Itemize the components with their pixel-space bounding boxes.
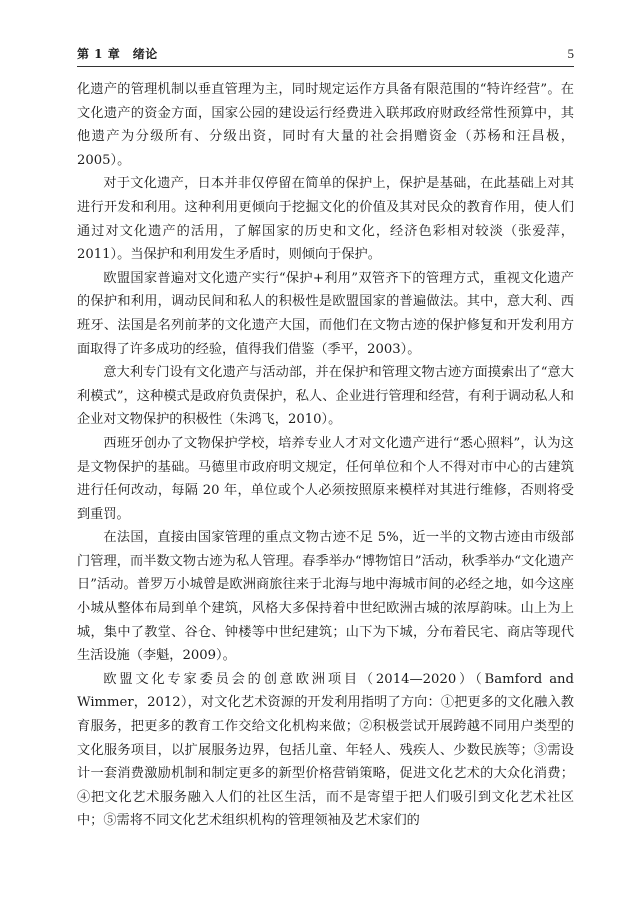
paragraph-creative-europe: 欧盟文化专家委员会的创意欧洲项目（2014—2020）（Bamford and Wimmer，2012），对文化艺术资源的开发利用指明了方向：①把更多的文化融入教育服务，把更多的教育工作交给文化机构来做；②积极尝试开展跨越不同用户类型的文化服务项目，以扩展服务边界，包括儿童、年轻人、残疾人、少数民族等；③需设计一套消费激励机制和制定更多的新型价格营销策略，促进文化艺术的大众化消费；④把文化艺术服务融入人们的社区生活，而不是寄望于把人们吸引到文化艺术社区中；⑤需将不同文化艺术组织机构的管理领袖及艺术家们的 [77,671,574,829]
page-number: 5 [567,46,574,61]
header-divider [77,66,574,67]
body-text [77,78,574,833]
paragraph-france: 在法国，直接由国家管理的重点文物古迹不足 5%，近一半的文物古迹由市级部门管理，而半数文物古迹为私人管理。春季举办“博物馆日”活动，秋季举办“文化遗产日”活动。普罗万小城曾是欧洲商旅往来于北海与地中海城市间的必经之地，如今这座小城从整体布局到单个建筑，风格大多保持着中世纪欧洲古城的浓厚韵味。山上为上城，集中了教堂、谷仓、钟楼等中世纪建筑；山下为下城，分布着民宅、商店等现代生活设施（李魁，2009）。 [77,530,574,664]
paragraph-italy: 意大利专门设有文化遗产与活动部，并在保护和管理文物古迹方面摸索出了“意大利模式”，这种模式是政府负责保护，私人、企业进行管理和经营，有利于调动私人和企业对文物保护的积极性（朱鸿飞，2010）。 [77,365,574,428]
paragraph-eu: 欧盟国家普遍对文化遗产实行“保护+利用”双管齐下的管理方式，重视文化遗产的保护和利用，调动民间和私人的积极性是欧盟国家的普遍做法。其中，意大利、西班牙、法国是名列前茅的文化遗产大国，而他们在文物古迹的保护修复和开发利用方面取得了许多成功的经验，值得我们借鉴（季平，2003）。 [77,270,574,357]
paragraph-japan: 对于文化遗产，日本并非仅停留在简单的保护上，保护是基础，在此基础上对其进行开发和利用。这种利用更倾向于挖掘文化的价值及其对民众的教育作用，使人们通过对文化遗产的活用，了解国家的历史和文化，经济色彩相对较淡（张爱萍，2011）。当保护和利用发生矛盾时，则倾向于保护。 [77,176,574,263]
paragraph-continued: 化遗产的管理机制以垂直管理为主，同时规定运作方具备有限范围的“特许经营”。在文化遗产的资金方面，国家公园的建设运行经费进入联邦政府财政经常性预算中，其他遗产为分级所有、分级出资，同时有大量的社会捐赠资金（苏杨和汪昌极，2005）。 [77,82,574,168]
chapter-title: 第 1 章 绪论 [77,47,158,61]
paragraph-spain: 西班牙创办了文物保护学校，培养专业人才对文化遗产进行“悉心照料”，认为这是文物保护的基础。马德里市政府明文规定，任何单位和个人不得对市中心的古建筑进行任何改动，每隔 20 年，单位或个人必须按照原来模样对其进行维修，否则将受到重罚。 [77,435,574,522]
running-header [77,46,574,62]
